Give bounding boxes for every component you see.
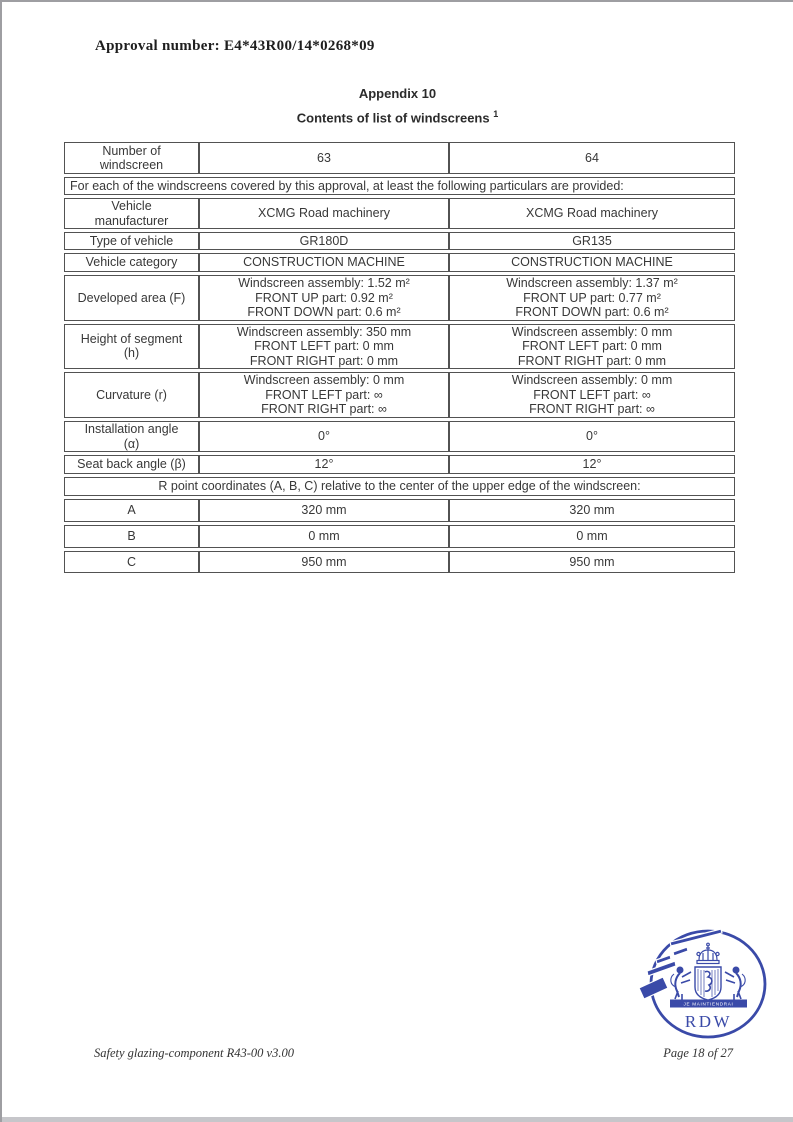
cell-value: 0° xyxy=(199,421,449,452)
table-row-curvature xyxy=(64,372,735,418)
cell-value: Windscreen assembly: 0 mm FRONT LEFT part: ∞ FRONT RIGHT part: ∞ xyxy=(449,372,735,418)
table-row-segment-height xyxy=(64,324,735,370)
windscreen-64-header: 64 xyxy=(449,142,735,174)
cell-value: Windscreen assembly: 0 mm FRONT LEFT part: ∞ FRONT RIGHT part: ∞ xyxy=(199,372,449,418)
windscreen-63-header: 63 xyxy=(199,142,449,174)
cell-value: 950 mm xyxy=(449,551,735,573)
row-label: Vehicle category xyxy=(64,253,199,272)
table-row-coord-b xyxy=(64,525,735,548)
page-bottom-edge xyxy=(2,1117,793,1122)
table-row-coord-c xyxy=(64,551,735,573)
approval-number: Approval number: E4*43R00/14*0268*09 xyxy=(95,38,375,54)
footnote-marker: 1 xyxy=(493,109,499,119)
stamp-shield-icon xyxy=(695,967,721,1000)
cell-value: 0 mm xyxy=(199,525,449,548)
row-label: A xyxy=(64,499,199,522)
rdw-stamp-graphic xyxy=(632,925,793,1050)
subtitle-text: Contents of list of windscreens xyxy=(296,110,490,126)
cell-value: 12° xyxy=(449,455,735,474)
cell-value: 0 mm xyxy=(449,525,735,548)
row-label: Installation angle (α) xyxy=(64,421,199,452)
table-row-rpoint-note xyxy=(64,477,735,496)
footer-page-number: Page 18 of 27 xyxy=(663,1046,733,1060)
cell-value: 950 mm xyxy=(199,551,449,573)
cell-value: XCMG Road machinery xyxy=(199,198,449,229)
row-label: Curvature (r) xyxy=(64,372,199,418)
cell-value: GR180D xyxy=(199,232,449,250)
row-label: C xyxy=(64,551,199,573)
row-label: Type of vehicle xyxy=(64,232,199,250)
row-label: Developed area (F) xyxy=(64,275,199,321)
stamp-rdw-label: RDW xyxy=(684,1012,733,1031)
row-label: B xyxy=(64,525,199,548)
cell-value: 12° xyxy=(199,455,449,474)
cell-value: Windscreen assembly: 1.37 m² FRONT UP part: 0.77 m² FRONT DOWN part: 0.6 m² xyxy=(449,275,735,321)
r-point-note: R point coordinates (A, B, C) relative to the center of the upper edge of the windscreen: xyxy=(64,477,735,496)
stamp-crown-icon xyxy=(697,943,719,963)
table-row-installation-angle xyxy=(64,421,735,452)
cell-value: 320 mm xyxy=(199,499,449,522)
table-row-category xyxy=(64,253,735,272)
cell-value: 320 mm xyxy=(449,499,735,522)
table-note: For each of the windscreens covered by this approval, at least the following particulars are provided: xyxy=(64,177,735,195)
cell-value: Windscreen assembly: 350 mm FRONT LEFT part: 0 mm FRONT RIGHT part: 0 mm xyxy=(199,324,449,370)
stamp-lion-right-icon xyxy=(725,967,745,1001)
cell-value: GR135 xyxy=(449,232,735,250)
cell-value: XCMG Road machinery xyxy=(449,198,735,229)
row-label: Height of segment (h) xyxy=(64,324,199,370)
cell-value: Windscreen assembly: 0 mm FRONT LEFT part: 0 mm FRONT RIGHT part: 0 mm xyxy=(449,324,735,370)
row-label: Vehicle manufacturer xyxy=(64,198,199,229)
cell-value: 0° xyxy=(449,421,735,452)
table-row-vehicle-type xyxy=(64,232,735,250)
table-row-seat-back-angle xyxy=(64,455,735,474)
table-row-developed-area xyxy=(64,275,735,321)
cell-value: CONSTRUCTION MACHINE xyxy=(199,253,449,272)
cell-value: Windscreen assembly: 1.52 m² FRONT UP part: 0.92 m² FRONT DOWN part: 0.6 m² xyxy=(199,275,449,321)
table-row-note xyxy=(64,177,735,195)
footer-document-id: Safety glazing-component R43-00 v3.00 xyxy=(94,1046,294,1060)
table-row-manufacturer xyxy=(64,198,735,229)
rdw-stamp xyxy=(632,925,793,1050)
stamp-lion-left-icon xyxy=(671,967,691,1001)
page-title: Appendix 10 xyxy=(358,86,437,101)
stamp-motto: JE MAINTIENDRAI xyxy=(683,1001,734,1007)
row-label: Number of windscreen xyxy=(64,142,199,174)
table-row-number xyxy=(64,142,735,174)
windscreen-table xyxy=(64,139,735,576)
cell-value: CONSTRUCTION MACHINE xyxy=(449,253,735,272)
row-label: Seat back angle (β) xyxy=(64,455,199,474)
table-row-coord-a xyxy=(64,499,735,522)
page-subtitle xyxy=(2,109,793,125)
